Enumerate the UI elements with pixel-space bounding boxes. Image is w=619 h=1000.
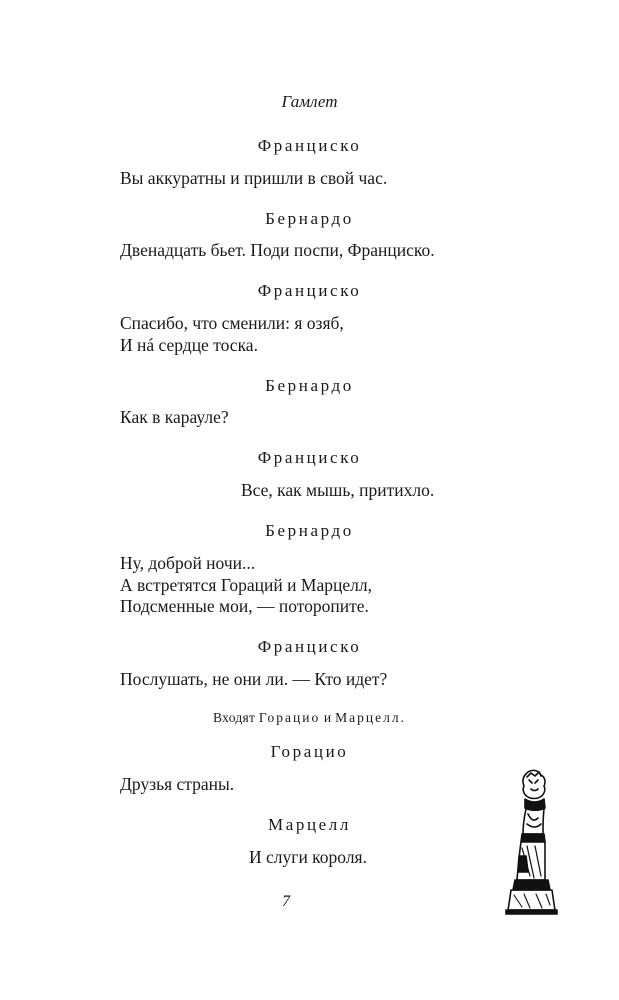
speaker-name: Бернардо xyxy=(265,209,354,228)
speaker-name: Франциско xyxy=(257,281,362,300)
speaker-name: Франциско xyxy=(257,448,362,467)
speaker-name: Франциско xyxy=(257,136,362,155)
page-number: 7 xyxy=(282,893,290,910)
verse-line: Как в карауле? xyxy=(120,407,229,427)
stage-direction-name: Горацио xyxy=(258,710,321,725)
speaker-name: Горацио xyxy=(270,742,349,761)
verse-line: Ну, доброй ночи... xyxy=(120,553,256,573)
stage-direction-conj: и xyxy=(323,710,332,725)
verse-line: Спасибо, что сменили: я озяб, xyxy=(120,313,344,333)
speaker-name: Франциско xyxy=(257,637,362,656)
stage-direction-verb: Входят xyxy=(213,710,256,725)
chess-piece-illustration xyxy=(500,768,562,916)
verse-line: И нá сердце тоска. xyxy=(120,335,258,355)
stage-direction xyxy=(0,710,619,726)
running-head: Гамлет xyxy=(281,92,338,111)
verse-line: Послушать, не они ли. — Кто идет? xyxy=(120,669,388,689)
speaker-name: Бернардо xyxy=(265,376,354,395)
verse-line: Подсменные мои, — поторопите. xyxy=(120,596,369,616)
verse-line: Друзья страны. xyxy=(120,774,235,794)
stage-direction-name: Марцелл. xyxy=(335,710,406,725)
speaker-name: Марцелл xyxy=(268,815,351,834)
verse-line: Все, как мышь, притихло. xyxy=(241,480,435,500)
verse-line: А встретятся Гораций и Марцелл, xyxy=(120,575,372,595)
speaker-name: Бернардо xyxy=(265,521,354,540)
verse-line: И слуги короля. xyxy=(249,847,367,867)
verse-line: Вы аккуратны и пришли в свой час. xyxy=(120,168,388,188)
verse-line: Двенадцать бьет. Поди поспи, Франциско. xyxy=(120,240,435,260)
